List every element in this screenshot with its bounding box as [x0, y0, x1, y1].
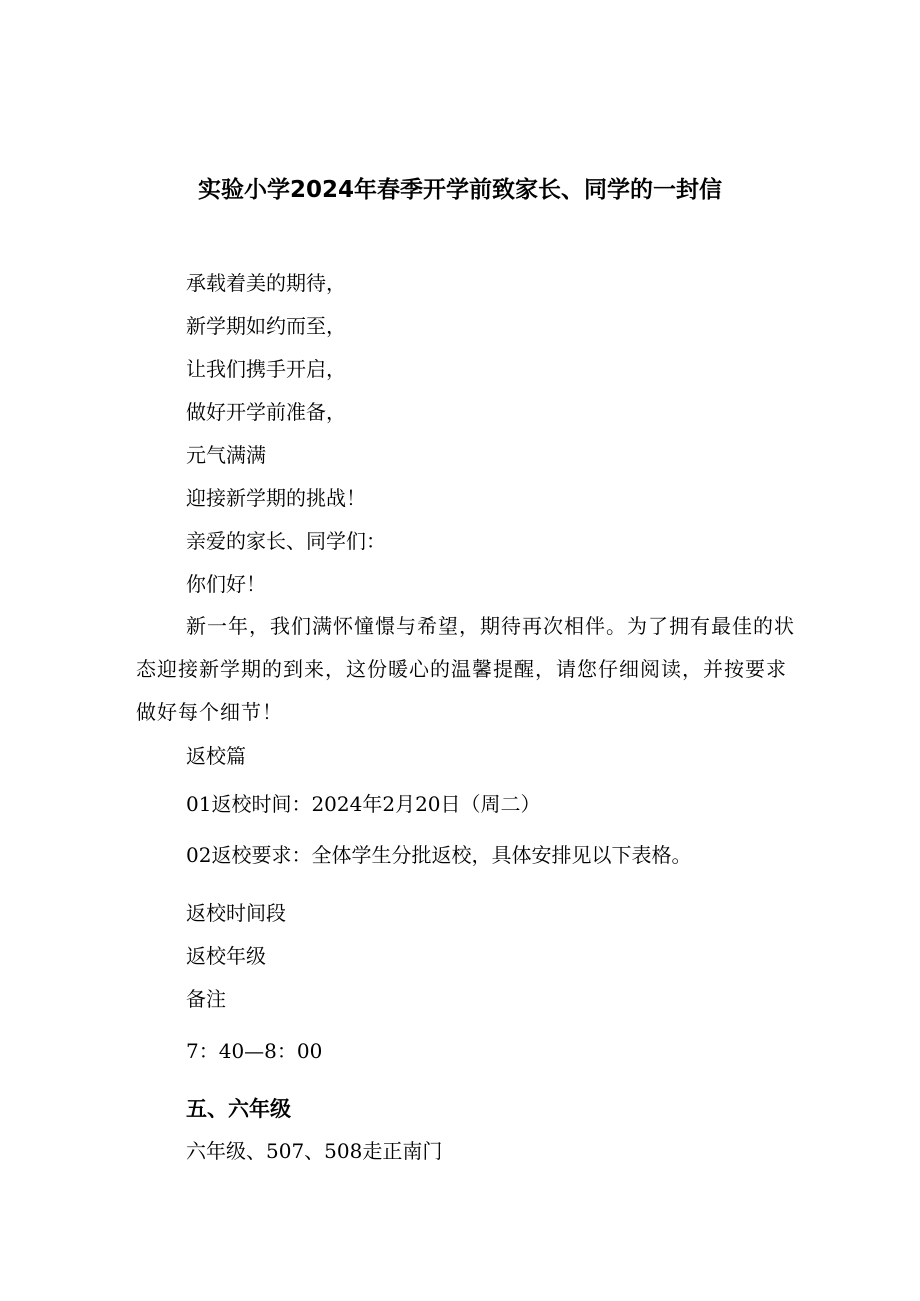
greeting-salutation: 亲爱的家长、同学们： — [186, 529, 386, 553]
table-header-note: 备注 — [186, 987, 226, 1011]
greeting-hello: 你们好！ — [186, 572, 266, 596]
return-requirement-item: 02返校要求：全体学生分批返校，具体安排见以下表格。 — [186, 843, 692, 867]
poem-line-1: 承载着美的期待， — [186, 271, 346, 295]
poem-line-5: 元气满满 — [186, 443, 266, 467]
table-header-time: 返校时间段 — [186, 901, 286, 925]
poem-line-3: 让我们携手开启， — [186, 357, 346, 381]
table-header-grade: 返校年级 — [186, 944, 266, 968]
poem-line-2: 新学期如约而至， — [186, 314, 346, 338]
intro-paragraph: 新一年，我们满怀憧憬与希望，期待再次相伴。为了拥有最佳的状态迎接新学期的到来，这份暖心的温馨提醒，请您仔细阅读，并按要求做好每个细节！ — [136, 614, 795, 724]
table-cell-grades: 五、六年级 — [186, 1097, 291, 1121]
section-heading: 返校篇 — [186, 744, 246, 768]
table-cell-note: 六年级、507、508走正南门 — [186, 1139, 443, 1163]
table-cell-time: 7：40—8：00 — [186, 1039, 323, 1063]
return-time-item: 01返校时间：2024年2月20日（周二） — [186, 792, 541, 816]
document-title: 实验小学2024年春季开学前致家长、同学的一封信 — [197, 177, 722, 203]
poem-line-6: 迎接新学期的挑战！ — [186, 486, 366, 510]
poem-line-4: 做好开学前准备， — [186, 400, 346, 424]
